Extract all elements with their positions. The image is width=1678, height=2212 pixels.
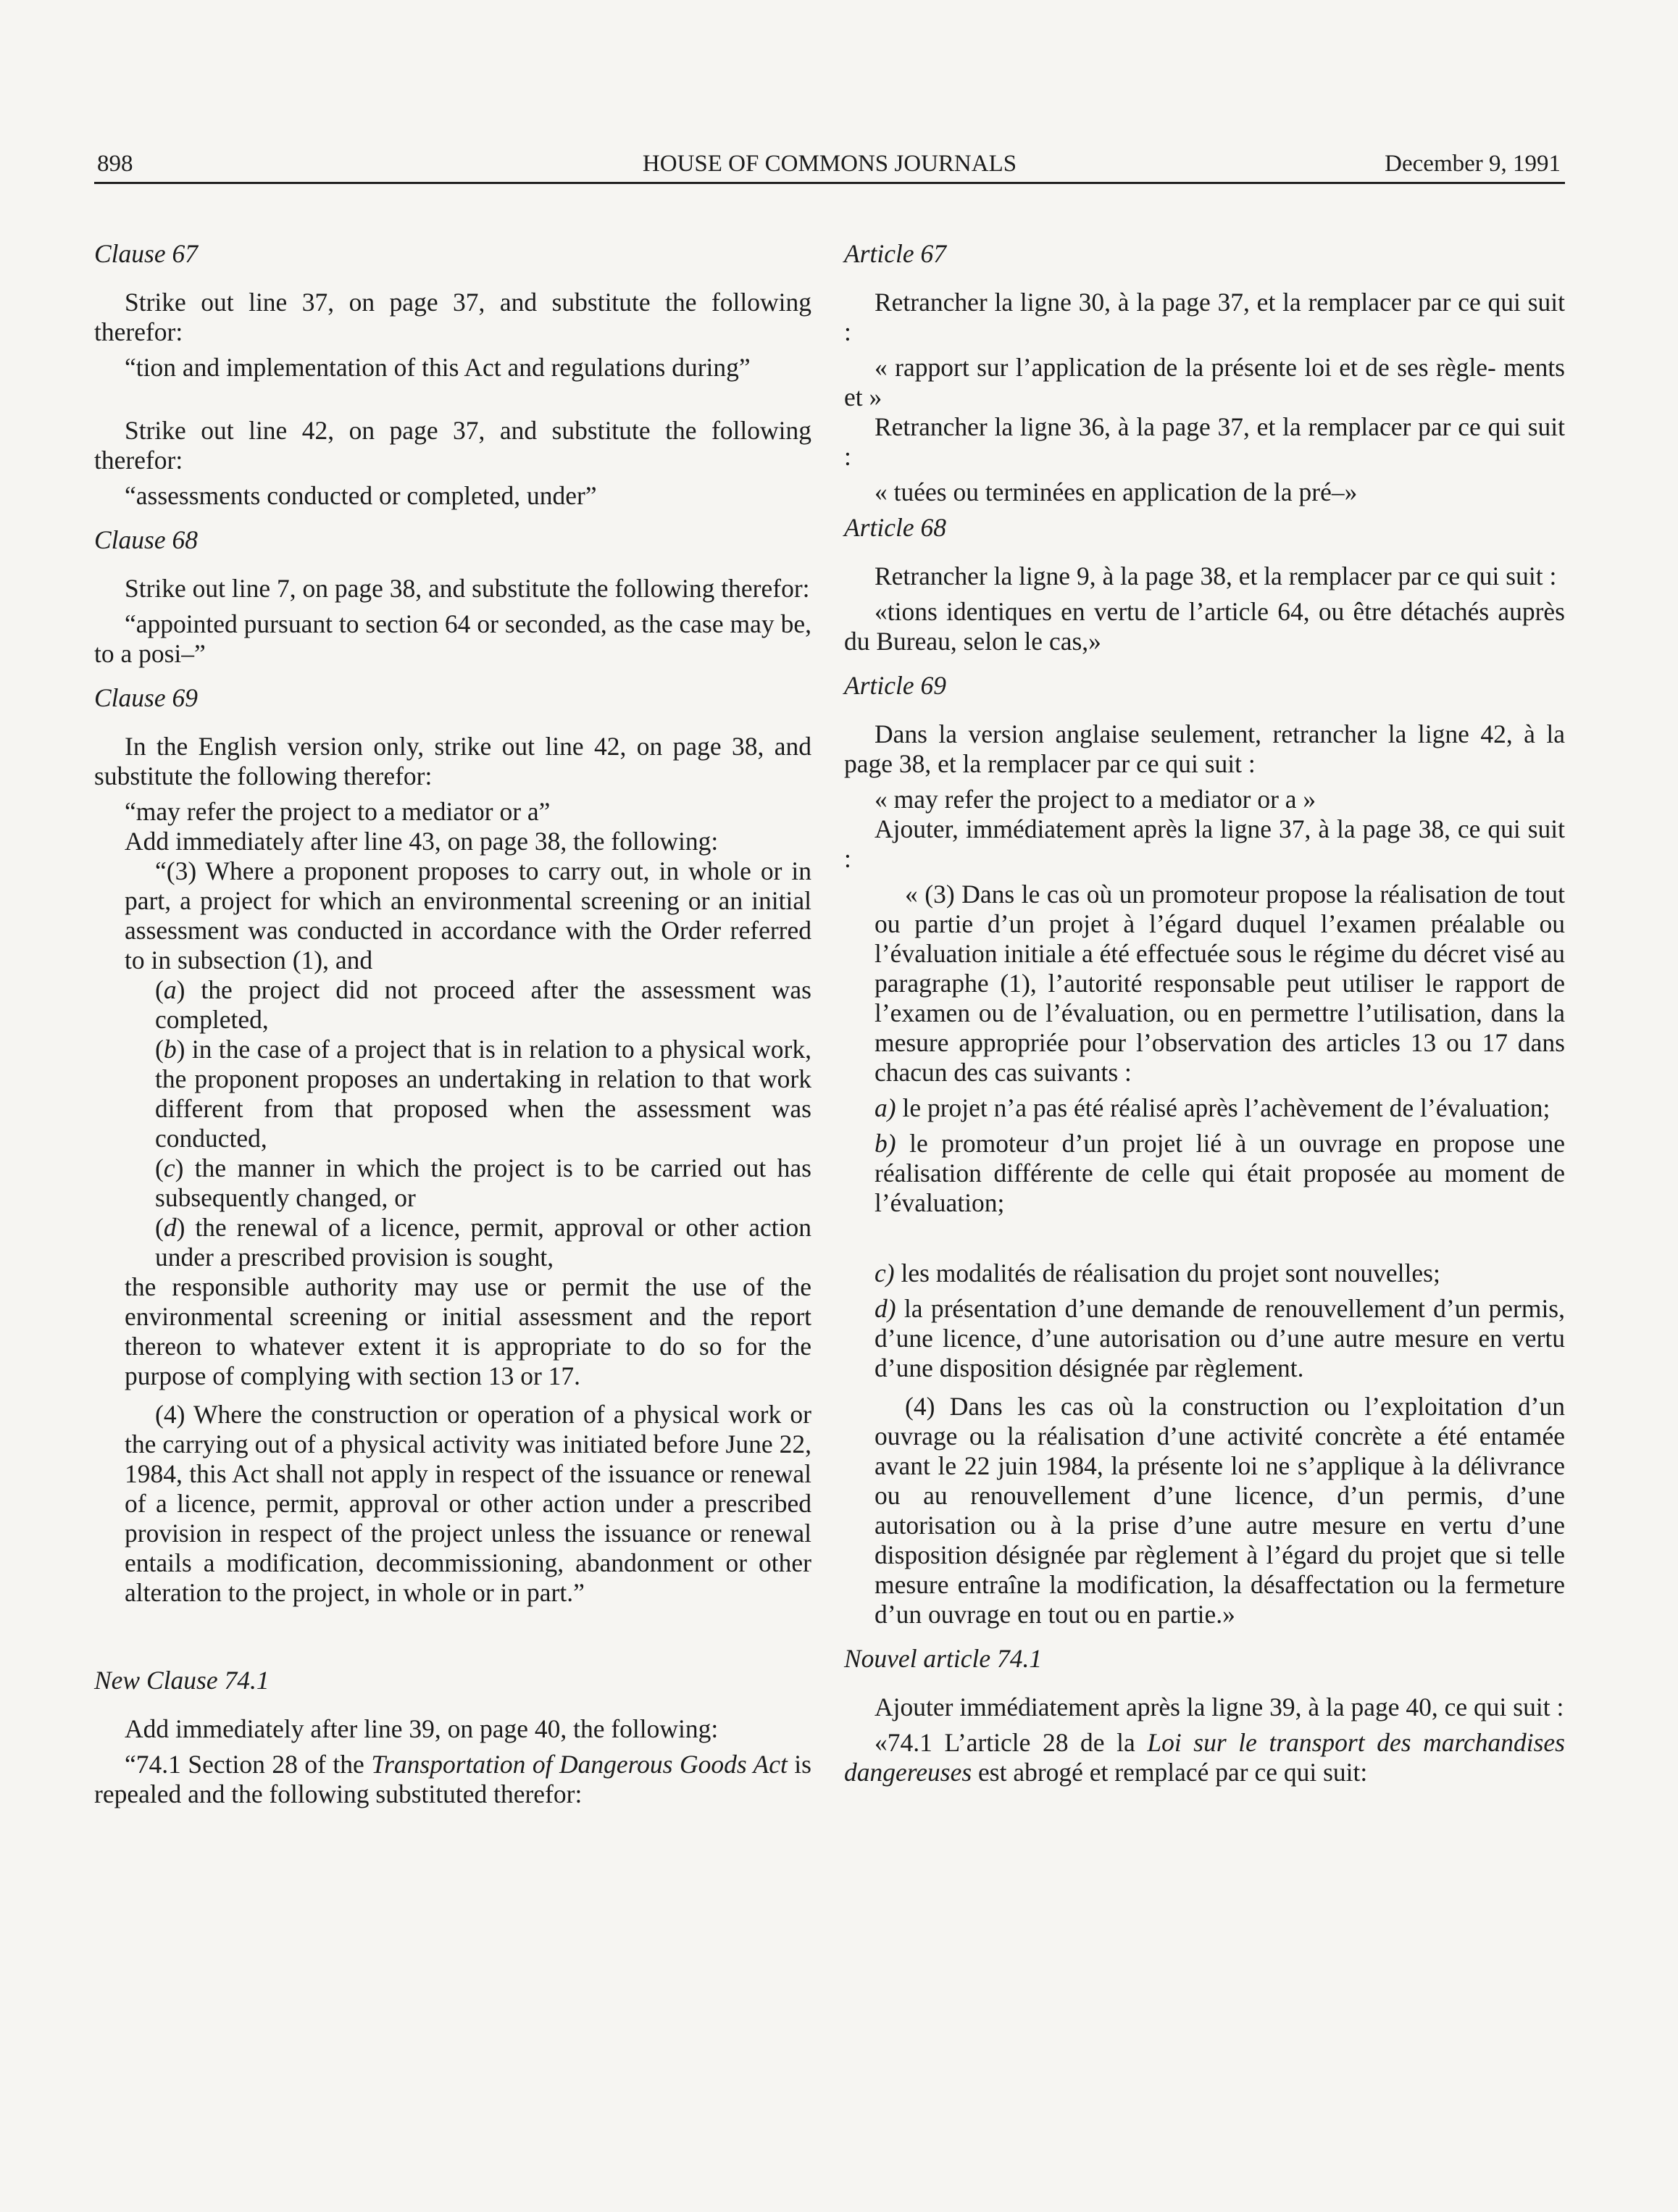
page-number: 898 — [97, 151, 133, 177]
paragraph-b: (b) in the case of a project that is in relation to a physical work, the proponent proposes an undertaking in relation to that work different from that proposed when the assessment was conducted, — [155, 1035, 811, 1153]
instruction-paragraph: Ajouter immédiatement après la ligne 39, à la page 40, ce qui suit : — [875, 1693, 1564, 1721]
instruction-paragraph: In the English version only, strike out line 42, on page 38, and substitute the following therefor: — [94, 732, 811, 790]
instruction-paragraph: Strike out line 42, on page 37, and substitute the following therefor: — [94, 416, 811, 475]
paragraph-b: b) le promoteur d’un projet lié à un ouvrage en propose une réalisation différente de celle qui était proposée au moment de l’évaluation; — [875, 1129, 1565, 1217]
paragraph-mark: d) — [875, 1294, 896, 1323]
instruction-paragraph: Retrancher la ligne 30, à la page 37, et la remplacer par ce qui suit : — [844, 288, 1565, 346]
paragraph-mark: b) — [875, 1129, 896, 1158]
paragraph-d: d) la présentation d’une demande de renouvellement d’un permis, d’une licence, d’une autorisation ou d’une autre mesure en vertu d’une disposition désignée par règlement. — [875, 1294, 1565, 1382]
paragraph-mark: d — [163, 1213, 177, 1242]
quoted-text: “74.1 Section 28 of the Transportation of Dangerous Goods Act is repealed and the following substituted therefor: — [94, 1750, 811, 1808]
article-heading: Nouvel article 74.1 — [844, 1644, 1043, 1673]
instruction-paragraph: Add immediately after line 39, on page 40, the following: — [125, 1714, 719, 1743]
paragraph-mark: c — [163, 1153, 175, 1182]
quoted-text: « tuées ou terminées en application de la pré–» — [875, 477, 1358, 506]
clause-heading: Clause 67 — [94, 239, 198, 268]
subsection-3: “(3) Where a proponent proposes to carry out, in whole or in part, a project for which an environmental screening or an initial assessment was conducted in accordance with the Order referred to in subsection (1), and — [125, 856, 811, 974]
subsection-3: « (3) Dans le cas où un promoteur propose la réalisation de tout ou partie d’un projet à l’égard duquel l’examen préalable ou l’évaluation initiale a été effectuée sous le régime du décret visé au paragraphe (1), l’autorité responsable peut utiliser le rapport de l’examen ou de l’évaluation, ou en permettre l’utilisation, dans la mesure appropriée pour l’observation des articles 13 ou 17 dans chacun des cas suivants : — [875, 880, 1565, 1087]
clause-heading: Clause 69 — [94, 683, 198, 712]
french-column — [844, 239, 1565, 1787]
paragraph-mark: a — [163, 975, 177, 1004]
article-heading: Article 69 — [844, 671, 946, 700]
paragraph-d: (d) the renewal of a licence, permit, approval or other action under a prescribed provision is sought, — [155, 1213, 811, 1272]
instruction-paragraph: Retrancher la ligne 36, à la page 37, et la remplacer par ce qui suit : — [844, 412, 1565, 471]
paragraph-mark: c) — [875, 1259, 895, 1287]
page-header — [94, 149, 1565, 184]
journal-title: HOUSE OF COMMONS JOURNALS — [642, 151, 1017, 177]
quoted-text: «74.1 L’article 28 de la Loi sur le transport des marchandises dangereuses est abrogé et remplacé par ce qui suit: — [844, 1728, 1565, 1787]
paragraph-a: (a) the project did not proceed after the assessment was completed, — [155, 975, 811, 1034]
instruction-paragraph: Retrancher la ligne 9, à la page 38, et la remplacer par ce qui suit : — [875, 562, 1557, 590]
article-heading: Article 67 — [844, 239, 946, 268]
instruction-paragraph: Ajouter, immédiatement après la ligne 37, à la page 38, ce qui suit : — [844, 814, 1565, 873]
quoted-text: “appointed pursuant to section 64 or seconded, as the case may be, to a posi–” — [94, 609, 811, 668]
paragraph-c: (c) the manner in which the project is to be carried out has subsequently changed, or — [155, 1153, 811, 1212]
subsection-tail: the responsible authority may use or permit the use of the environmental screening or initial assessment and the report thereon to whatever extent it is appropriate to do so for the purpose of complying with section 13 or 17. — [125, 1272, 811, 1390]
instruction-paragraph: Dans la version anglaise seulement, retrancher la ligne 42, à la page 38, et la remplacer par ce qui suit : — [844, 719, 1565, 778]
paragraph-mark: b — [163, 1035, 177, 1064]
journal-date: December 9, 1991 — [1385, 151, 1561, 177]
paragraph-c: c) les modalités de réalisation du projet sont nouvelles; — [875, 1259, 1440, 1287]
instruction-paragraph: Strike out line 37, on page 37, and substitute the following therefor: — [94, 288, 811, 346]
clause-heading: New Clause 74.1 — [94, 1666, 270, 1695]
quoted-text: “tion and implementation of this Act and regulations during” — [125, 353, 751, 382]
act-title: Loi sur le transport des marchandises dangereuses — [844, 1728, 1565, 1787]
quoted-text: «tions identiques en vertu de l’article 64, ou être détachés auprès du Bureau, selon le cas,» — [844, 597, 1565, 656]
paragraph-mark: a) — [875, 1093, 896, 1122]
quoted-text: « may refer the project to a mediator or a » — [875, 785, 1316, 814]
quoted-text: “assessments conducted or completed, under” — [125, 481, 597, 510]
subsection-4: (4) Where the construction or operation of a physical work or the carrying out of a physical activity was initiated before June 22, 1984, this Act shall not apply in respect of the issuance or renewal of a licence, permit, approval or other action under a prescribed provision in respect of the project unless the issuance or renewal entails a modification, decommissioning, abandonment or other alteration to the project, in whole or in part.” — [125, 1400, 811, 1607]
act-title: Transportation of Dangerous Goods Act — [371, 1750, 788, 1779]
english-column — [94, 239, 811, 1809]
subsection-4: (4) Dans les cas où la construction ou l’exploitation d’un ouvrage ou la réalisation d’une activité concrète a été entamée avant le 22 juin 1984, la présente loi ne s’applique à la délivrance ou au renouvellement d’une licence, d’un permis, d’une autorisation ou à la prise d’une autre mesure en vertu d’une disposition désignée par règlement à l’égard du projet que si telle mesure entraîne la modification, la désaffectation ou la fermeture d’un ouvrage en tout ou en partie.» — [875, 1392, 1565, 1629]
clause-heading: Clause 68 — [94, 525, 198, 554]
quoted-text: “may refer the project to a mediator or a” — [125, 797, 551, 826]
instruction-paragraph: Strike out line 7, on page 38, and substitute the following therefor: — [125, 574, 810, 603]
instruction-paragraph: Add immediately after line 43, on page 38, the following: — [125, 827, 719, 856]
article-heading: Article 68 — [844, 513, 946, 542]
paragraph-a: a) le projet n’a pas été réalisé après l’achèvement de l’évaluation; — [875, 1093, 1550, 1122]
quoted-text: « rapport sur l’application de la présente loi et de ses règle- ments et » — [844, 353, 1565, 412]
